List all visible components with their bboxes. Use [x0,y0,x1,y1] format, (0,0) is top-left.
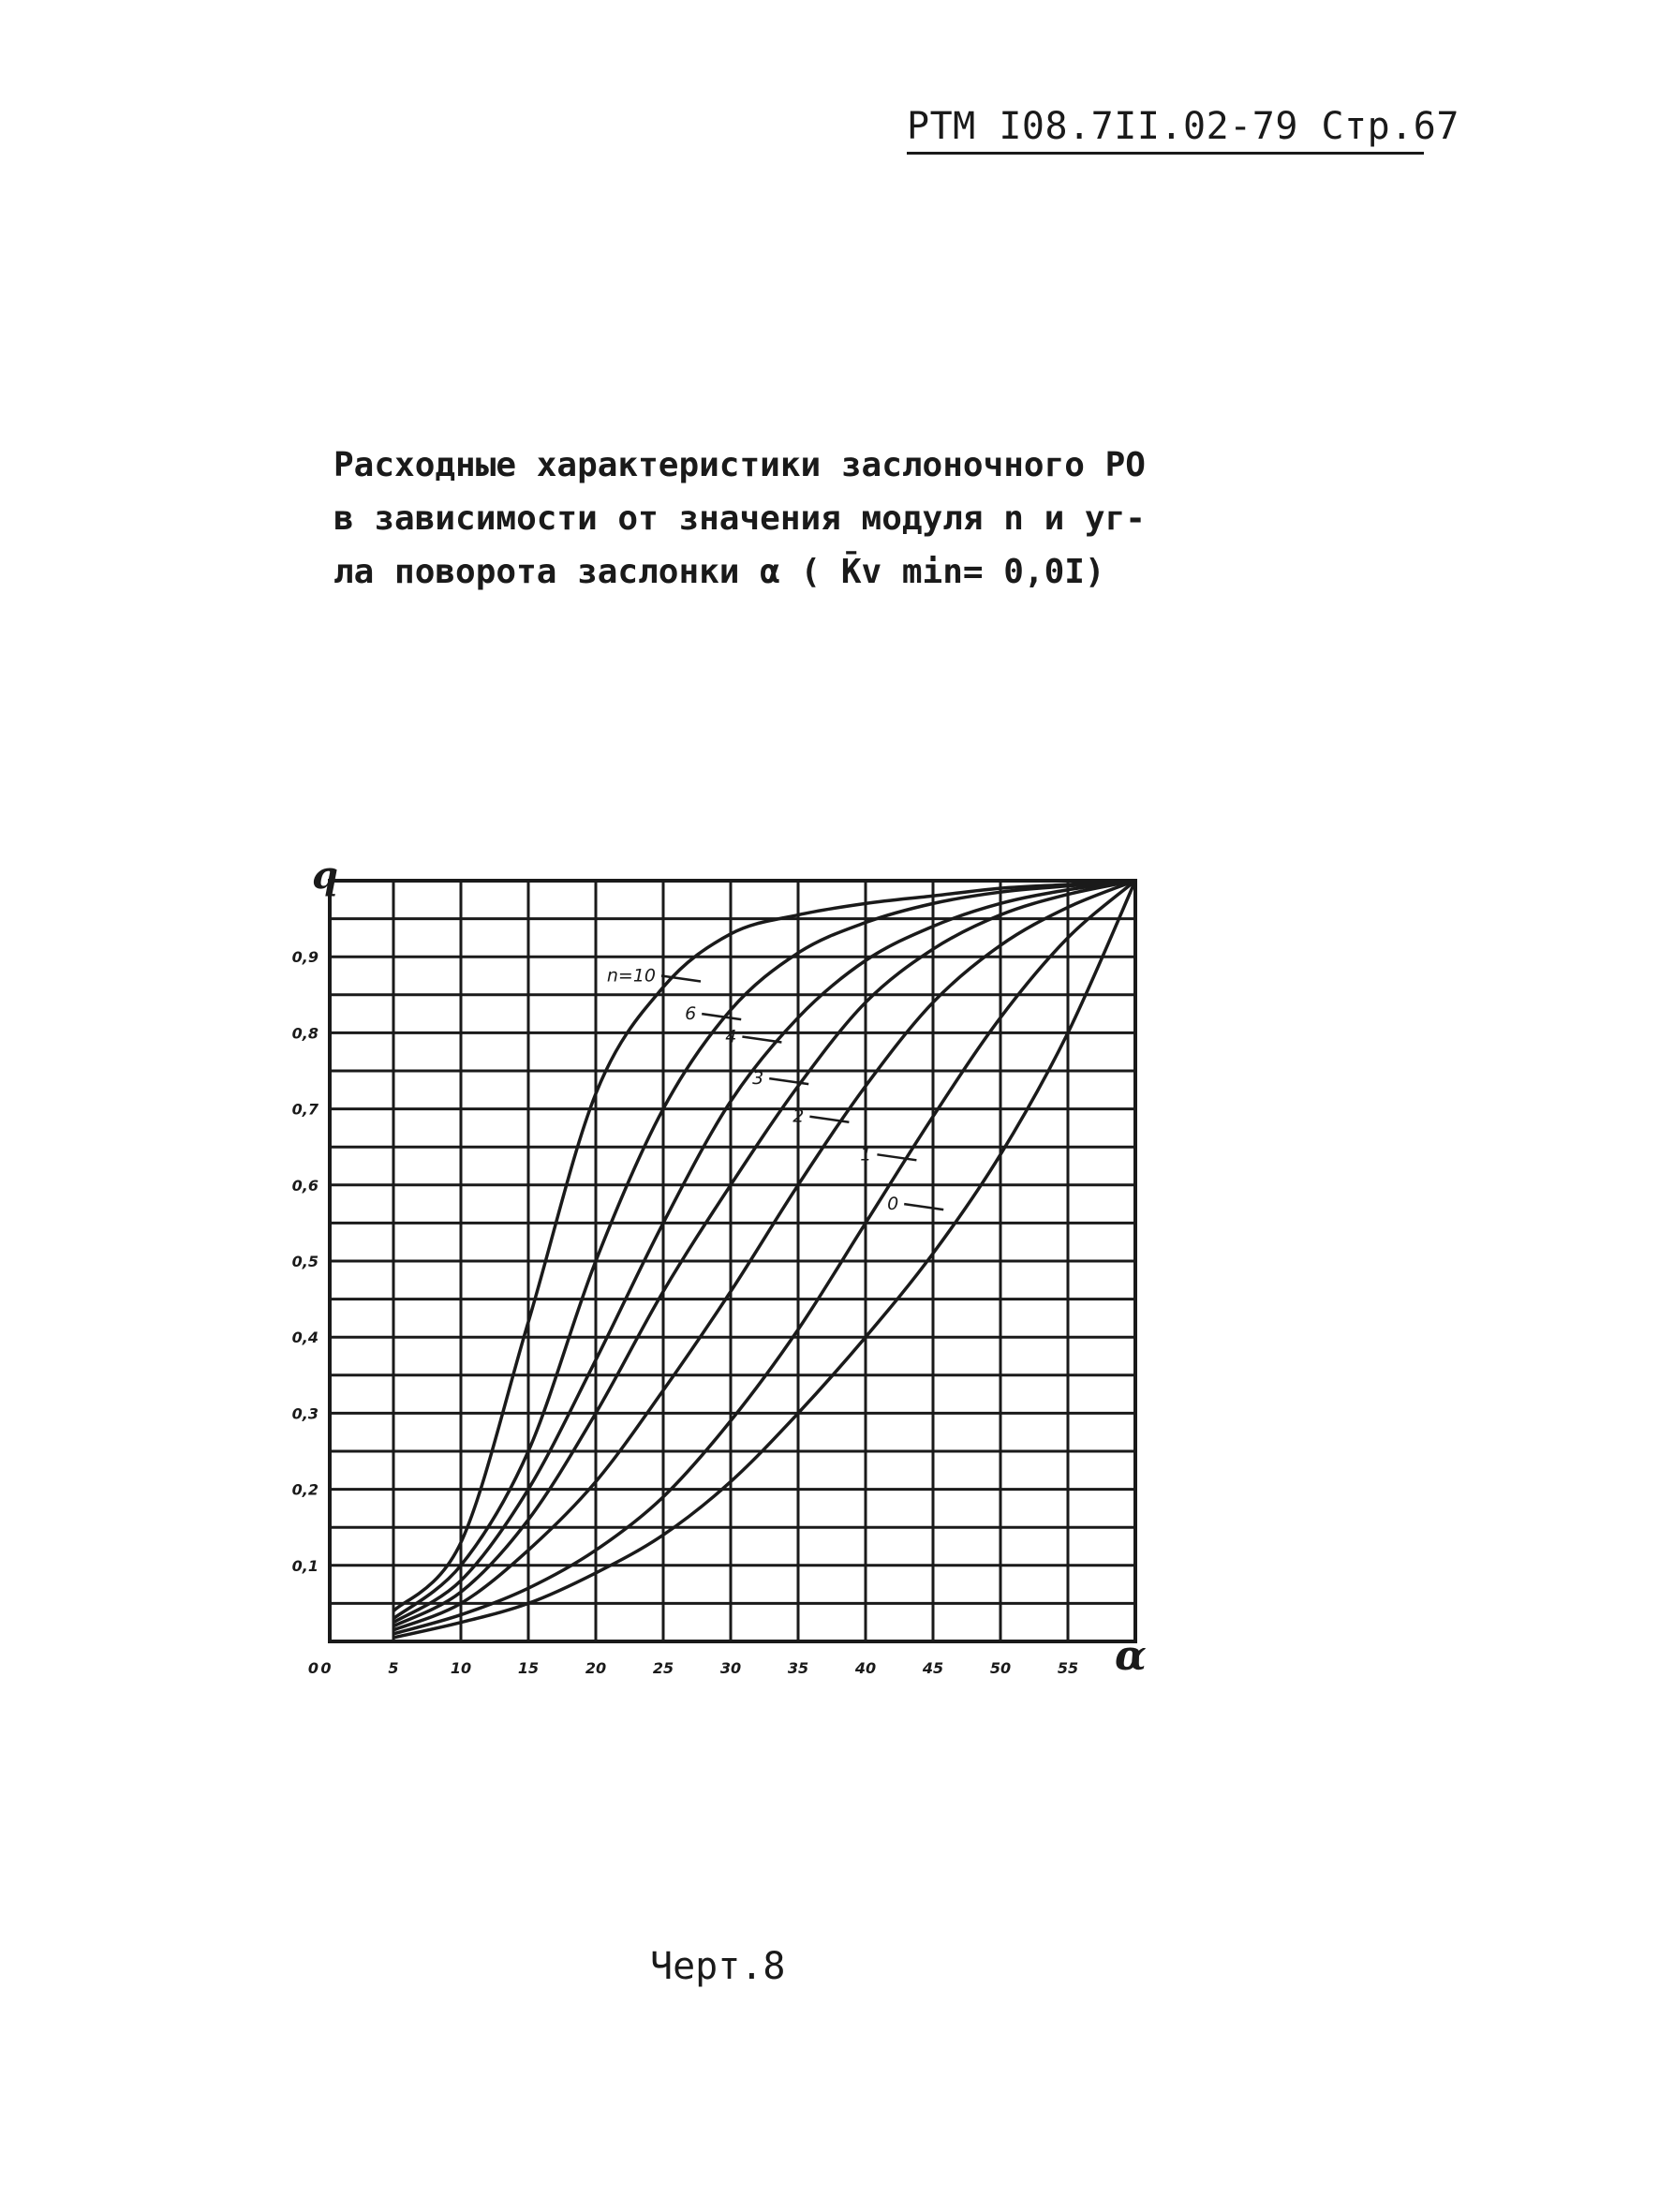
x-tick-label: 15 [517,1659,540,1677]
x-tick-label: 30 [719,1659,742,1677]
curve-label-3: 3 [752,1068,764,1090]
x-tick-label: 20 [585,1659,607,1677]
curve-label-leader [877,1154,916,1160]
curve-n-2 [393,881,1135,1630]
curve-n-3 [393,881,1135,1626]
y-tick-label: 0,1 [291,1556,318,1575]
x-tick-label: 10 [450,1659,472,1677]
figure-caption: Черт.8 [650,1945,786,1988]
y-axis-label: q [312,854,338,898]
x-tick-label: 45 [922,1659,944,1677]
x-tick-label: 55 [1057,1659,1079,1677]
curve-label-leader [904,1204,943,1210]
curve-label-leader [742,1036,781,1042]
y-tick-label: 0,4 [291,1329,318,1347]
y-tick-label: 0,5 [291,1253,318,1270]
document-header: РТМ I08.7II.02-79 Стр.67 [907,105,1459,148]
x-tick-label: 50 [989,1659,1012,1677]
y-tick-label: 0,9 [291,948,318,967]
curve-label-10: n=10 [606,965,656,987]
y-tick-label: 0,7 [291,1100,318,1119]
y-tick-label: 0,8 [291,1024,318,1043]
chart-grid [330,881,1135,1641]
x-tick-label: 0 [320,1659,332,1677]
title-line-3: ла поворота заслонки α ( K̄v min= 0,0I) [333,553,1105,591]
x-tick-label: 35 [787,1659,809,1677]
curve-label-0: 0 [887,1194,899,1215]
y-tick-label: 0,2 [291,1480,318,1499]
curve-label-4: 4 [725,1026,737,1047]
x-axis-label: α [1115,1632,1147,1680]
y-tick-label: 0,3 [291,1404,318,1423]
curve-n-6 [393,881,1135,1619]
x-tick-label: 25 [652,1659,674,1677]
curve-label-1: 1 [860,1144,872,1165]
x-tick-label: 40 [854,1659,877,1677]
x-tick-label: 5 [388,1659,399,1677]
y-tick-label: 0 [307,1659,318,1677]
curve-n-4 [393,881,1135,1623]
curve-label-2: 2 [792,1106,805,1127]
title-line-2: в зависимости от значения модуля n и уг- [333,499,1146,538]
y-tick-label: 0,6 [291,1176,318,1195]
x-tick-labels [320,1659,1078,1677]
curve-label-6: 6 [685,1003,697,1025]
y-tick-labels [292,948,319,1677]
title-line-1: Расходные характеристики заслоночного РО [333,446,1146,484]
